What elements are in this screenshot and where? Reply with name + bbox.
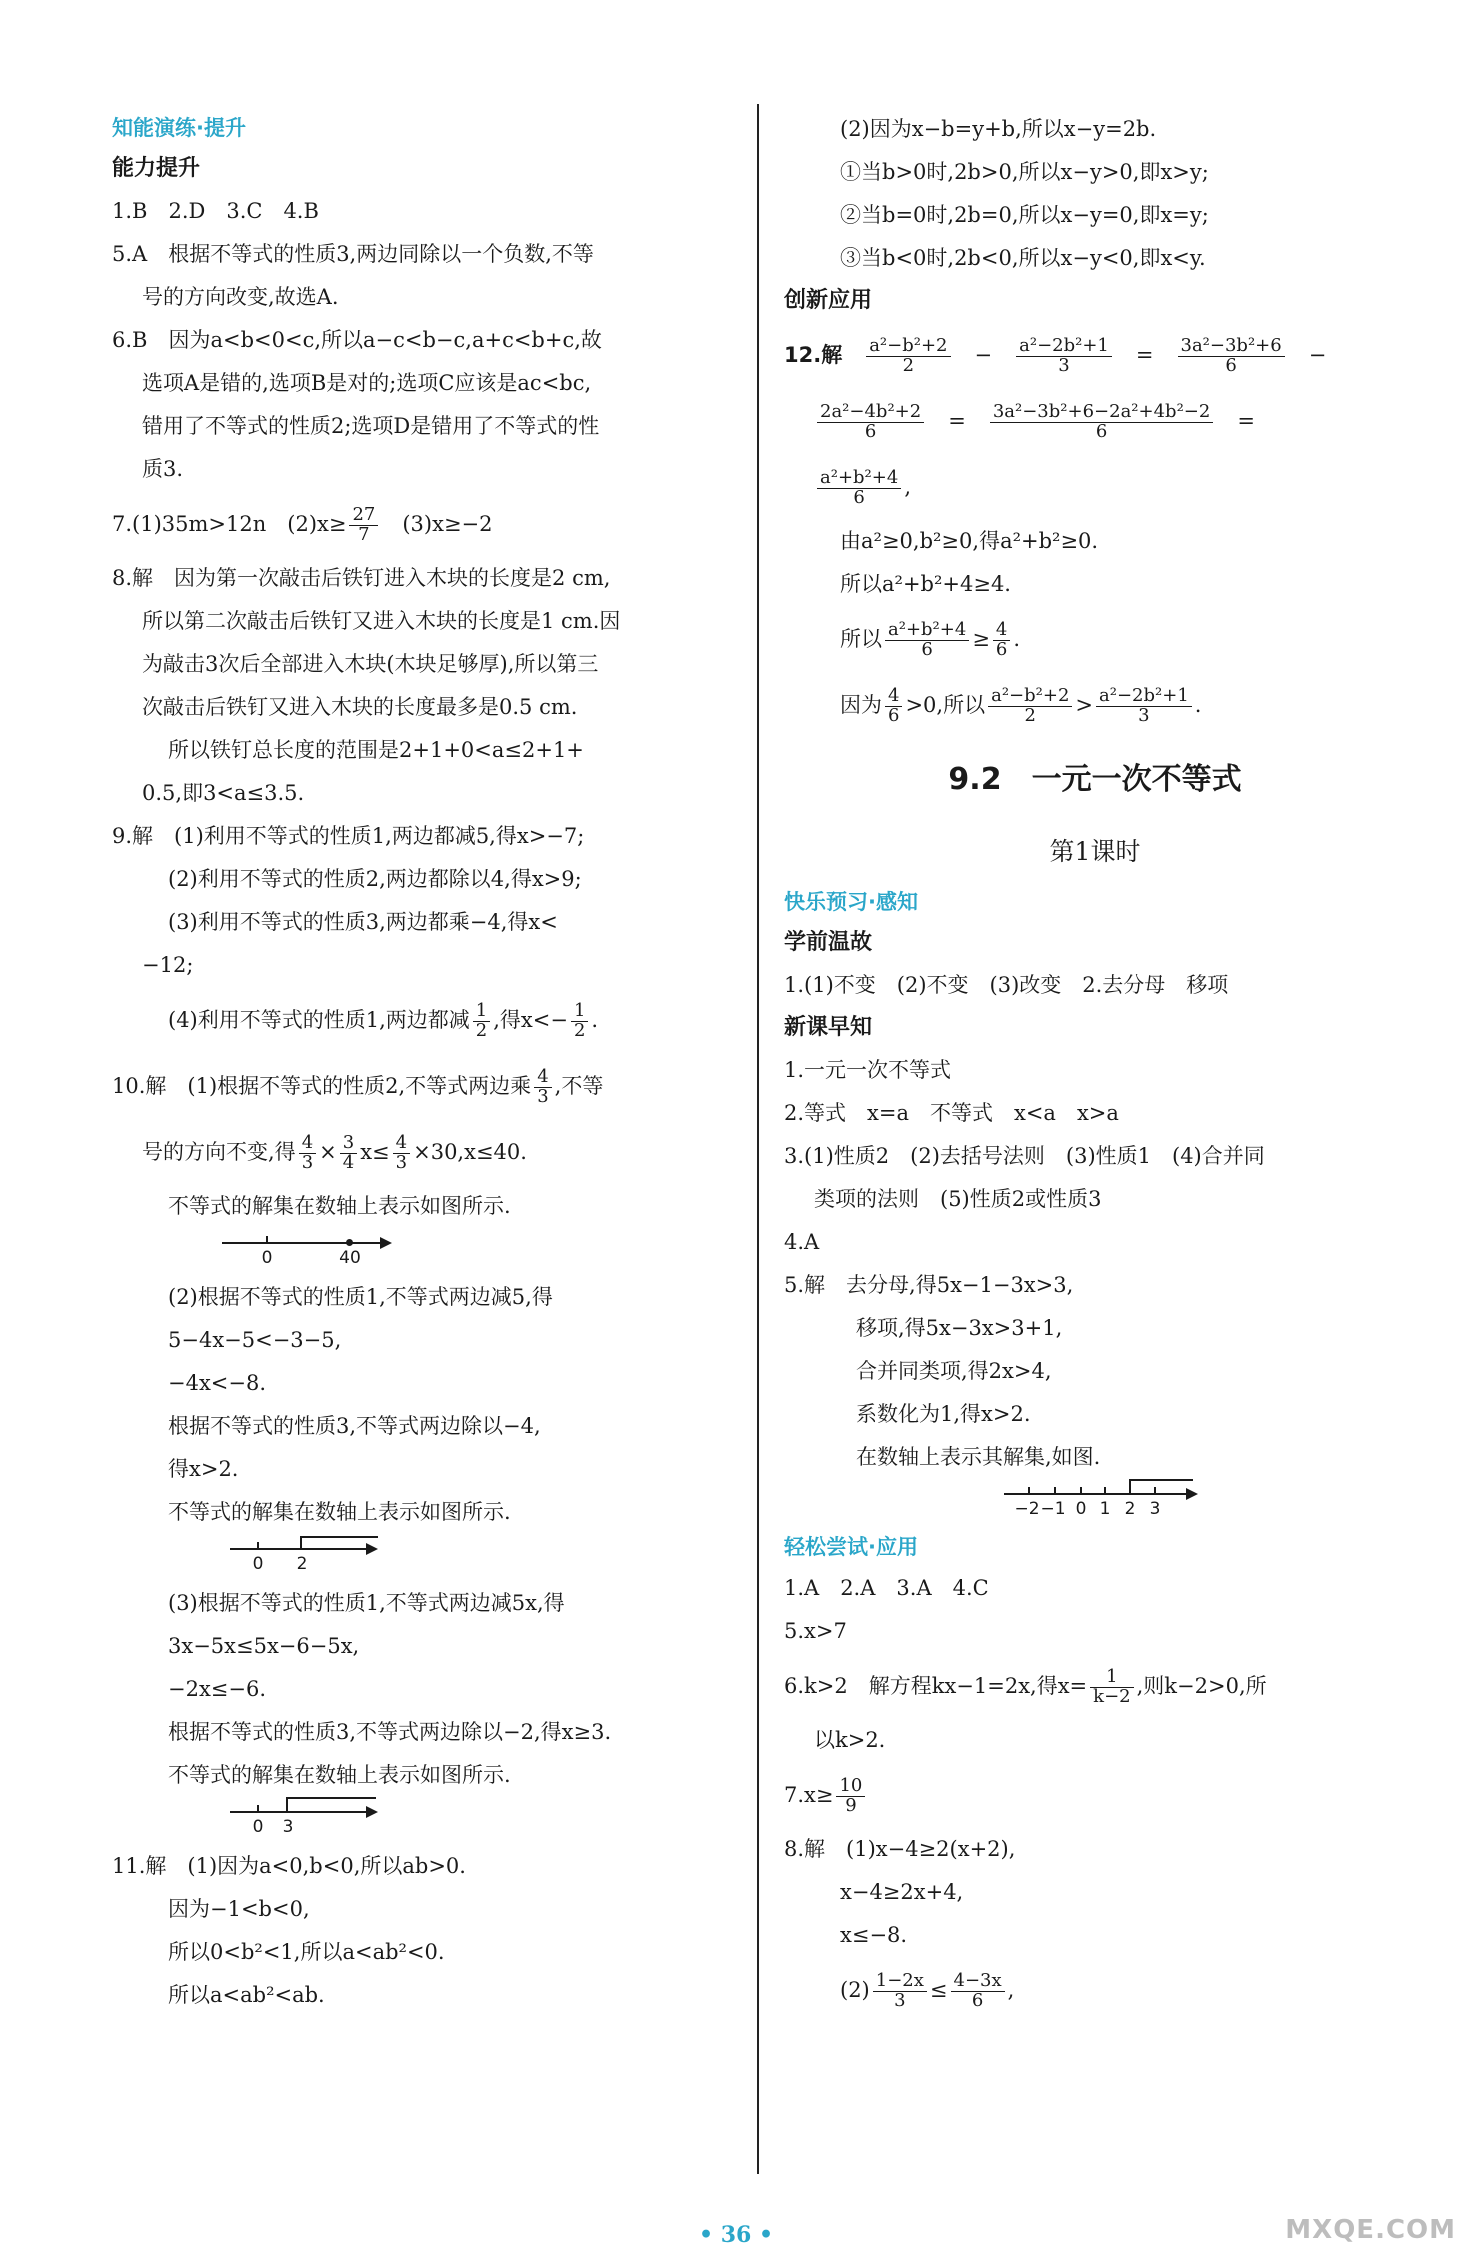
section-heading: 知能演练·提升 (112, 116, 246, 140)
tick-label: 0 (1075, 1499, 1087, 1519)
fraction (299, 1134, 316, 1173)
answer-line: 0.5,即3<a≤3.5. (142, 781, 305, 805)
text-run: ,则k−2>0,所 (1136, 1674, 1267, 1698)
lesson-subtitle: 第1课时 (1049, 837, 1141, 866)
answer-line: 所以第二次敲击后铁钉又进入木块的长度是1 cm.因 (142, 609, 621, 633)
text-run: 所以 (840, 627, 882, 651)
tick-label: 0 (252, 1554, 264, 1574)
answer-line: x−4≥2x+4, (840, 1880, 964, 1904)
answer-line (112, 1053, 736, 1119)
answer-line (112, 1119, 736, 1185)
denominator: 9 (845, 1795, 857, 1816)
fraction (836, 1777, 865, 1816)
text-run: x≤ (360, 1140, 390, 1164)
answer-line: 错用了不等式的性质2;选项D是错用了不等式的性 (142, 414, 600, 438)
fraction (885, 687, 902, 726)
answer-line: 次敲击后铁钉又进入木块的长度最多是0.5 cm. (142, 695, 578, 719)
tick-label: 1 (1099, 1499, 1111, 1519)
answer-line (784, 606, 1406, 672)
text-run: . (1013, 627, 1021, 651)
numerator: 4 (993, 621, 1010, 641)
fraction (817, 469, 901, 508)
denominator: 6 (971, 1990, 984, 2011)
numerator: 4 (885, 687, 902, 707)
answer-line: 5.解 去分母,得5x−1−3x>3, (784, 1273, 1074, 1297)
answer-line: (2)因为x−b=y+b,所以x−y=2b. (840, 117, 1157, 141)
numerator: 4 (534, 1068, 551, 1088)
denominator: 3 (301, 1152, 314, 1173)
answer-line: ①当b>0时,2b>0,所以x−y>0,即x>y; (840, 160, 1209, 184)
section-heading: 快乐预习·感知 (784, 890, 918, 914)
numerator: a²−b²+2 (866, 337, 950, 357)
answer-line (784, 388, 1406, 454)
fraction (571, 1002, 588, 1041)
answer-line (784, 1762, 1406, 1828)
denominator: 2 (902, 355, 915, 376)
answer-line: 类项的法则 (5)性质2或性质3 (814, 1187, 1102, 1211)
denominator: 6 (888, 705, 900, 726)
text-run: . (1194, 693, 1202, 717)
denominator: 2 (573, 1020, 586, 1041)
axis-arrow (380, 1237, 392, 1249)
answer-line: 8.解 (1)x−4≥2(x+2), (784, 1837, 1016, 1861)
answer-line: 11.解 (1)因为a<0,b<0,所以ab>0. (112, 1854, 466, 1878)
text-run: − (1308, 343, 1327, 367)
fraction (393, 1134, 410, 1173)
numerator: 1 (1090, 1668, 1133, 1688)
answer-line: 因为−1<b<0, (168, 1897, 310, 1921)
text-run: 10.解 (1)根据不等式的性质2,不等式两边乘 (112, 1074, 532, 1098)
text-run: (3)x≥−2 (402, 512, 493, 536)
fraction (1016, 337, 1112, 376)
text-run: ,不等 (554, 1074, 604, 1098)
numerator: 10 (836, 1777, 865, 1797)
subsection-heading: 能力提升 (112, 156, 201, 181)
denominator: 3 (537, 1086, 549, 1107)
numerator: a²−2b²+1 (1096, 687, 1192, 707)
answer-line: 不等式的解集在数轴上表示如图所示. (168, 1500, 511, 1524)
axis-tick (1080, 1487, 1082, 1495)
denominator: 7 (358, 524, 370, 545)
answer-line: 1.(1)不变 (2)不变 (3)改变 2.去分母 移项 (784, 973, 1229, 997)
tick-label: 40 (339, 1248, 361, 1268)
answer-line (784, 672, 1406, 738)
tick-label: 3 (282, 1817, 294, 1837)
denominator: 2 (475, 1020, 488, 1041)
answer-line: 不等式的解集在数轴上表示如图所示. (168, 1194, 511, 1218)
text-run: ×30,x≤40. (413, 1140, 527, 1164)
text-run: = (948, 409, 966, 433)
axis-tick (257, 1805, 259, 1813)
answer-line: 在数轴上表示其解集,如图. (856, 1445, 1101, 1469)
text-run: ≤ (929, 1978, 948, 2002)
answer-line: 合并同类项,得2x>4, (856, 1359, 1052, 1383)
fraction (993, 621, 1010, 660)
answer-line (784, 1653, 1406, 1719)
tick-label: −1 (1040, 1499, 1066, 1519)
denominator: 6 (921, 639, 933, 660)
answer-line (784, 454, 1406, 520)
solution-bracket (1129, 1479, 1131, 1495)
answer-line: 3.(1)性质2 (2)去括号法则 (3)性质1 (4)合并同 (784, 1144, 1265, 1168)
answer-line: 所以0<b²<1,所以a<ab²<0. (168, 1940, 445, 1964)
answer-line: (2)利用不等式的性质2,两边都除以4,得x>9; (168, 867, 582, 891)
fraction (1096, 687, 1192, 726)
denominator: 3 (1058, 355, 1070, 376)
answer-line: 5−4x−5<−3−5, (168, 1328, 342, 1352)
text-run: = (1237, 409, 1255, 433)
numerator: 4 (393, 1134, 410, 1154)
tick-label: 2 (1124, 1499, 1136, 1519)
tick-label: −2 (1014, 1499, 1040, 1519)
text-run: , (904, 475, 911, 499)
fraction (873, 1972, 927, 2011)
answer-line: 号的方向改变,故选A. (142, 285, 339, 309)
axis-tick (257, 1542, 259, 1550)
numerator: 1 (473, 1002, 490, 1022)
left-column (112, 108, 736, 2017)
numerator: 3 (340, 1134, 357, 1154)
fraction (990, 403, 1214, 442)
answer-line: 移项,得5x−3x>3+1, (856, 1316, 1063, 1340)
answer-line: 1.一元一次不等式 (784, 1058, 952, 1082)
subsection-heading: 创新应用 (784, 288, 873, 313)
text-run: 6.k>2 解方程kx−1=2x,得x= (784, 1674, 1088, 1698)
denominator: 6 (995, 639, 1008, 660)
page-number: • 36 • (698, 2222, 774, 2248)
tick-label: 2 (296, 1554, 308, 1574)
answer-line: 所以a²+b²+4≥4. (840, 572, 1011, 596)
answer-line (784, 1957, 1406, 2023)
fraction (340, 1134, 357, 1173)
text-run: 因为 (840, 693, 882, 717)
answer-line: 选项A是错的,选项B是对的;选项C应该是ac<bc, (142, 371, 592, 395)
denominator: k−2 (1093, 1686, 1131, 1707)
fraction (534, 1068, 551, 1107)
text-run: 7.(1)35m>12n (2)x≥ (112, 512, 347, 536)
text-run: > (1075, 693, 1094, 717)
numerator: 4 (299, 1134, 316, 1154)
text-run: , (1007, 1978, 1015, 2002)
number-line-2 (112, 1534, 736, 1582)
answer-line (784, 322, 1406, 388)
tick-label: 0 (252, 1817, 264, 1837)
number-line-1 (112, 1228, 736, 1276)
fraction (1178, 337, 1285, 376)
number-line-3 (112, 1797, 736, 1845)
solution-bracket (300, 1536, 302, 1550)
fraction (885, 621, 969, 660)
fraction (473, 1002, 490, 1041)
numerator: 1 (571, 1002, 588, 1022)
answer-line: (3)利用不等式的性质3,两边都乘−4,得x< (168, 910, 558, 934)
denominator: 3 (1138, 705, 1150, 726)
answer-line (112, 491, 736, 557)
answer-line: 以k>2. (814, 1728, 886, 1752)
answer-line: 所以铁钉总长度的范围是2+1+0<a≤2+1+ (168, 738, 584, 762)
text-run: − (974, 343, 993, 367)
numerator: 4−3x (951, 1972, 1005, 1992)
axis-tick (266, 1236, 268, 1244)
answer-line: 由a²≥0,b²≥0,得a²+b²≥0. (840, 529, 1099, 553)
axis-tick (1104, 1487, 1106, 1495)
denominator: 6 (864, 421, 877, 442)
text-run: >0,所以 (905, 693, 986, 717)
lesson-title: 9.2 一元一次不等式 (948, 762, 1242, 797)
denominator: 3 (395, 1152, 408, 1173)
tick-label: 0 (261, 1248, 273, 1268)
numerator: a²−2b²+1 (1016, 337, 1112, 357)
answer-line: 5.A 根据不等式的性质3,两边同除以一个负数,不等 (112, 242, 594, 266)
answer-line: −12; (142, 953, 194, 977)
answer-line: −4x<−8. (168, 1371, 267, 1395)
axis-line (222, 1242, 382, 1244)
answer-line: 质3. (142, 457, 184, 481)
axis-arrow (366, 1806, 378, 1818)
fraction (1090, 1668, 1133, 1707)
answer-line: 1.B 2.D 3.C 4.B (112, 199, 319, 223)
axis-tick (1028, 1487, 1030, 1495)
answer-line: (4)利用不等式的性质1,两边都减 $\frac{1}{2}$ ,得x<− $\frac{1}{2}$ . (168, 1000, 599, 1041)
fraction (817, 403, 924, 442)
text-run: (4)利用不等式的性质1,两边都减 (168, 1008, 470, 1032)
text-run: 7.x≥ (784, 1783, 834, 1807)
axis-arrow (1186, 1488, 1198, 1500)
axis-tick (1054, 1487, 1056, 1495)
numerator: 2a²−4b²+2 (817, 403, 924, 423)
solution-ray (286, 1797, 376, 1799)
answer-line: 得x>2. (168, 1457, 239, 1481)
numerator: 1−2x (873, 1972, 927, 1992)
denominator: 2 (1024, 705, 1036, 726)
axis-arrow (366, 1543, 378, 1555)
answer-line: 根据不等式的性质3,不等式两边除以−2,得x≥3. (168, 1720, 612, 1744)
answer-line: 所以a<ab²<ab. (168, 1983, 325, 2007)
text-run: × (319, 1140, 337, 1164)
text-run: = (1135, 343, 1154, 367)
solid-dot (346, 1239, 353, 1246)
watermark-logo: MXQE.COM (1285, 2215, 1456, 2245)
solution-ray (1129, 1479, 1193, 1481)
answer-line: (3)根据不等式的性质1,不等式两边减5x,得 (168, 1591, 565, 1615)
fraction (866, 337, 950, 376)
answer-line: 不等式的解集在数轴上表示如图所示. (168, 1763, 511, 1787)
answer-line: ②当b=0时,2b=0,所以x−y=0,即x=y; (840, 203, 1209, 227)
number-line-4 (784, 1479, 1406, 1527)
answer-line: (2)根据不等式的性质1,不等式两边减5,得 (168, 1285, 553, 1309)
answer-line: 1.A 2.A 3.A 4.C (784, 1576, 989, 1600)
answer-line: ③当b<0时,2b<0,所以x−y<0,即x<y. (840, 246, 1206, 270)
text-run: ≥ (972, 627, 990, 651)
answer-line: 系数化为1,得x>2. (856, 1402, 1031, 1426)
answer-line: 根据不等式的性质3,不等式两边除以−4, (168, 1414, 541, 1438)
axis-line (230, 1811, 368, 1813)
axis-line (1004, 1493, 1188, 1495)
denominator: 6 (1225, 355, 1237, 376)
solution-bracket (286, 1797, 288, 1813)
answer-line: 4.A (784, 1230, 820, 1254)
numerator: a²+b²+4 (817, 469, 901, 489)
answer-line: 5.x>7 (784, 1619, 847, 1643)
answer-line: 3x−5x≤5x−6−5x, (168, 1634, 360, 1658)
answer-line: x≤−8. (840, 1923, 908, 1947)
denominator: 3 (894, 1990, 906, 2011)
numerator: a²−b²+2 (988, 687, 1072, 707)
text-run: 号的方向不变,得 (142, 1140, 296, 1164)
fraction (349, 506, 378, 545)
subsection-heading: 新课早知 (784, 1015, 873, 1040)
fraction (988, 687, 1072, 726)
fraction (951, 1972, 1005, 2011)
subsection-heading: 学前温故 (784, 930, 873, 955)
answer-line: 6.B 因为a<b<0<c,所以a−c<b−c,a+c<b+c,故 (112, 328, 602, 352)
numerator: 3a²−3b²+6 (1178, 337, 1285, 357)
text-run: (2) (840, 1978, 870, 2002)
denominator: 6 (853, 487, 865, 508)
section-heading: 轻松尝试·应用 (784, 1535, 918, 1559)
axis-line (230, 1548, 368, 1550)
axis-tick (1154, 1487, 1156, 1495)
denominator: 6 (1095, 421, 1108, 442)
tick-label: 3 (1149, 1499, 1161, 1519)
denominator: 4 (342, 1152, 355, 1173)
numerator: 27 (349, 506, 378, 526)
answer-line: 2.等式 x=a 不等式 x<a x>a (784, 1101, 1119, 1125)
answer-line: 为敲击3次后全部进入木块(木块足够厚),所以第三 (142, 652, 599, 676)
right-column (784, 108, 1406, 2023)
numerator: 3a²−3b²+6−2a²+4b²−2 (990, 403, 1214, 423)
text-run: 12.解 (784, 343, 843, 367)
solution-ray (300, 1536, 378, 1538)
column-divider (757, 104, 759, 2174)
answer-line: 9.解 (1)利用不等式的性质1,两边都减5,得x>−7; (112, 824, 585, 848)
answer-line: −2x≤−6. (168, 1677, 267, 1701)
numerator: a²+b²+4 (885, 621, 969, 641)
text-run: ,得x<− (493, 1008, 568, 1032)
answer-line: 8.解 因为第一次敲击后铁钉进入木块的长度是2 cm, (112, 566, 611, 590)
